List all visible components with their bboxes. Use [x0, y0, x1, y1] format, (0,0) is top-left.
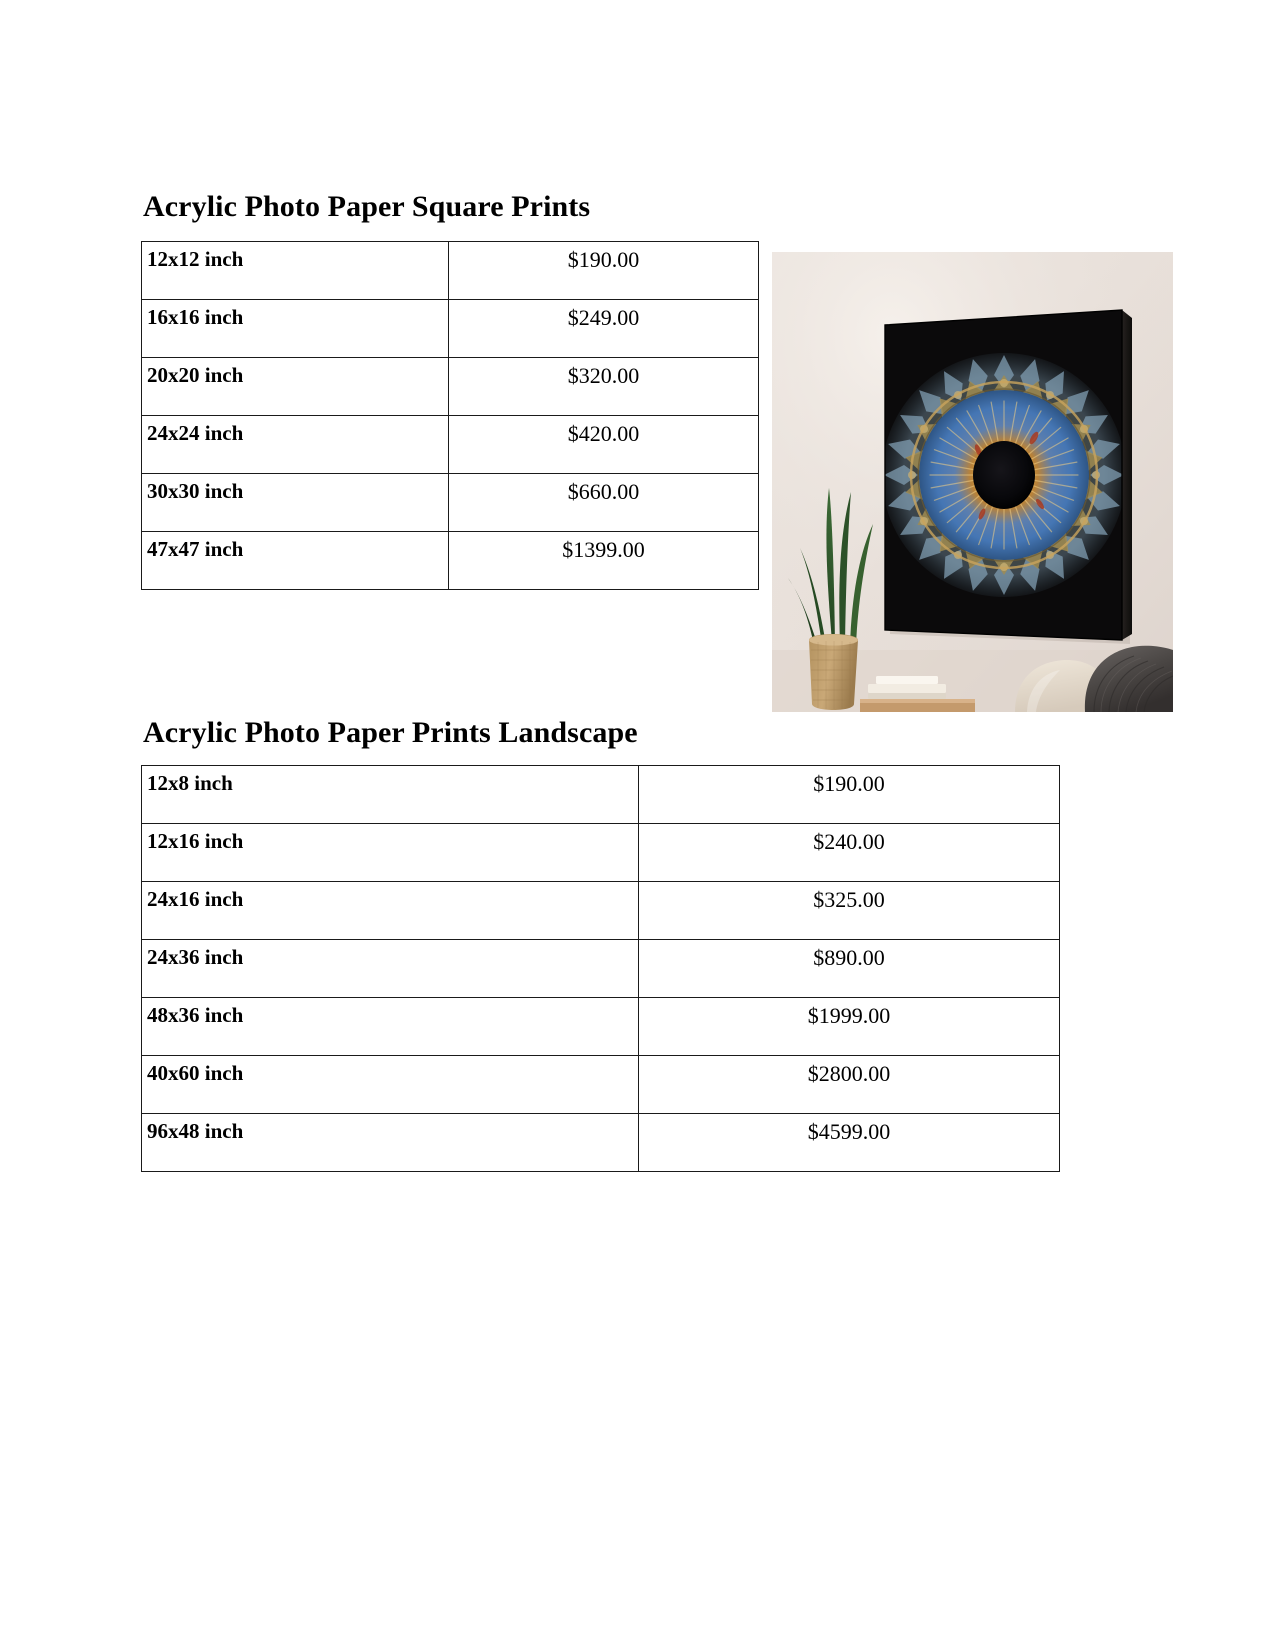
mandala-eye-canvas-photo [772, 252, 1173, 712]
size-label: 20x20 inch [142, 358, 449, 416]
price-value: $1399.00 [449, 532, 759, 590]
price-value: $1999.00 [639, 998, 1060, 1056]
size-label: 48x36 inch [142, 998, 639, 1056]
room-scene-illustration [772, 252, 1173, 712]
table-row [142, 532, 759, 590]
page-title-landscape-prints: Acrylic Photo Paper Prints Landscape [143, 716, 638, 749]
size-label: 12x8 inch [142, 766, 639, 824]
price-value: $240.00 [639, 824, 1060, 882]
price-value: $249.00 [449, 300, 759, 358]
table-row [142, 474, 759, 532]
price-value: $4599.00 [639, 1114, 1060, 1172]
table-row [142, 242, 759, 300]
table-row [142, 824, 1060, 882]
price-table-square-prints [141, 241, 759, 590]
price-value: $420.00 [449, 416, 759, 474]
price-table-landscape-prints [141, 765, 1060, 1172]
table-row [142, 940, 1060, 998]
price-value: $660.00 [449, 474, 759, 532]
size-label: 24x36 inch [142, 940, 639, 998]
size-label: 16x16 inch [142, 300, 449, 358]
canvas-artwork [882, 310, 1126, 640]
size-label: 47x47 inch [142, 532, 449, 590]
price-value: $190.00 [449, 242, 759, 300]
size-label: 96x48 inch [142, 1114, 639, 1172]
size-label: 40x60 inch [142, 1056, 639, 1114]
price-value: $190.00 [639, 766, 1060, 824]
table-row [142, 300, 759, 358]
canvas-side-edge [1122, 310, 1132, 640]
size-label: 12x16 inch [142, 824, 639, 882]
price-value: $325.00 [639, 882, 1060, 940]
size-label: 12x12 inch [142, 242, 449, 300]
table-body [142, 766, 1060, 1172]
size-label: 24x24 inch [142, 416, 449, 474]
size-label: 30x30 inch [142, 474, 449, 532]
table-body [142, 242, 759, 590]
table-row [142, 416, 759, 474]
price-value: $320.00 [449, 358, 759, 416]
woven-basket-planter [809, 634, 858, 710]
table-row [142, 358, 759, 416]
pupil [973, 441, 1035, 509]
table-row [142, 1114, 1060, 1172]
table-row [142, 1056, 1060, 1114]
table-row [142, 766, 1060, 824]
price-value: $890.00 [639, 940, 1060, 998]
price-value: $2800.00 [639, 1056, 1060, 1114]
table-row [142, 882, 1060, 940]
size-label: 24x16 inch [142, 882, 639, 940]
table-row [142, 998, 1060, 1056]
page-title-square-prints: Acrylic Photo Paper Square Prints [143, 190, 591, 223]
